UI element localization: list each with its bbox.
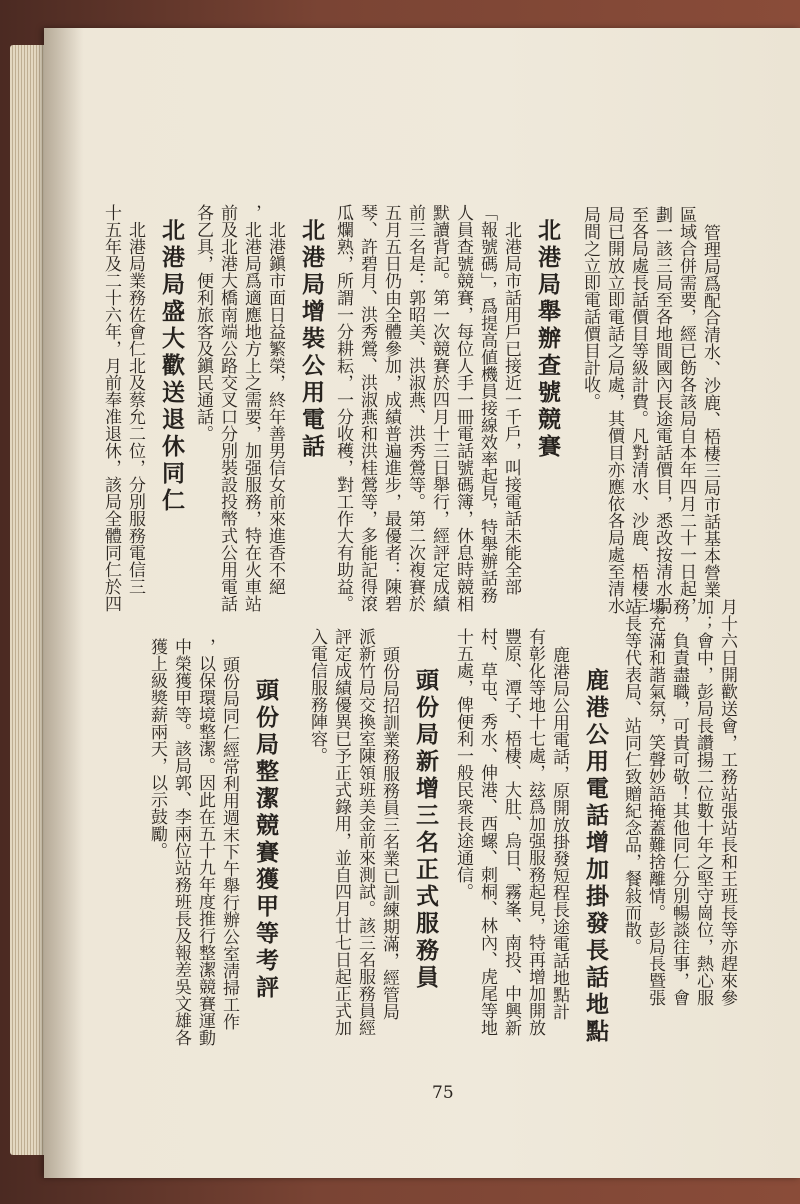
gutter-shadow: [44, 28, 84, 1178]
text-column: 北港局業務佐會仁北及蔡允二位，分別服務電信三: [125, 221, 145, 595]
text-column: 管理局爲配合清水、沙鹿、梧棲三局市話基本營業: [700, 224, 720, 598]
text-column: 琴、許碧月、洪秀鶯、洪淑燕和洪桂鶯等，多能記得滾: [357, 204, 377, 612]
text-column: 村、草屯、秀水、伸港、西螺、刺桐、林內、虎尾等地: [477, 628, 497, 1036]
text-column: 中榮獲甲等。該局郭、李兩位站務班長及報差吳文雄各: [171, 638, 191, 1046]
text-column: 有彰化等地十七處，玆爲加强服務起見，特再增加開放: [525, 628, 545, 1036]
text-column: 區域合併需要，經已飭各該局自本年四月二十一日起，: [676, 206, 696, 614]
text-column: 至各局處長話價目等級計費。凡對清水、沙鹿、梧棲三: [628, 206, 648, 614]
text-column: ，以保環境整潔。因此在五十九年度推行整潔競賽運動: [195, 638, 215, 1046]
text-column: 鹿港局公用電話，原開放掛發短程長途電話地點計: [549, 646, 569, 1020]
text-column: 評定成績優異已予正式錄用，並自四月廿七日起正式加: [331, 628, 351, 1036]
text-column: 人員查號競賽，每位人手一冊電話號碼簿，休息時競相: [453, 204, 473, 612]
page-edges: [10, 45, 48, 1155]
text-column: 月十六日開歡送會，工務站張站長和王班長等亦趕來參: [717, 598, 737, 1006]
text-column: ，北港局爲適應地方上之需要，加强服務，特在火車站: [241, 204, 261, 612]
text-column: 默讀背記。第一次競賽於四月十三日舉行，經評定成績: [429, 204, 449, 612]
text-column: 瓜爛熟，所謂一分耕耘，一分收穫，對工作大有助益。: [333, 204, 353, 612]
text-column: 北港局市話用戶已接近一千戶，叫接電話未能全部: [501, 221, 521, 595]
text-column: 站長等代表局、站同仁致贈紀念品，餐敍而散。: [621, 598, 641, 955]
text-column: 局間之立即電話價目計收。: [580, 206, 600, 410]
article-heading: 北港局增裝公用電話: [298, 218, 325, 461]
article-heading: 頭份局新增三名正式服務員: [412, 668, 439, 992]
text-column: 各乙具，便利旅客及鎭民通話。: [193, 204, 213, 442]
text-column: 加；會中，彭局長讚揚二位數十年之堅守崗位，熱心服: [693, 598, 713, 1006]
text-column: 前三名是：郭昭美、洪淑燕、洪秀鶯等。第二次複賽於: [405, 204, 425, 612]
text-column: 劃一該三局至各地間國內長途電話價目，悉改按清水局: [652, 206, 672, 614]
text-column: 入電信服務陣容。: [307, 628, 327, 764]
text-column: 十五處，俾便利一般民衆長途通信。: [453, 628, 473, 900]
text-column: 頭份局招訓業務服務員三名業已訓練期滿，經管局: [379, 646, 399, 1020]
page-number: 75: [432, 1083, 454, 1103]
text-column: 場充滿和諧氣氛，笑聲妙語掩蓋難捨離情。彭局長暨張: [645, 598, 665, 1006]
text-column: 務，負責盡職，可貴可敬！其他同仁分別暢談往事，會: [669, 598, 689, 1006]
article-heading: 北港局盛大歡送退休同仁: [158, 218, 185, 515]
article-heading: 頭份局整潔競賽獲甲等考評: [252, 678, 279, 1002]
text-column: 局已開放立即電話之局處，其價目亦應依各局處至清水: [604, 206, 624, 614]
article-heading: 鹿港公用電話增加掛發長話地點: [582, 668, 609, 1046]
text-column: 五月五日仍由全體參加，成績普遍進步，最優者：陳碧: [381, 204, 401, 612]
text-column: 前及北港大橋南端公路交叉口分別裝設投幣式公用電話: [217, 204, 237, 612]
text-column: 獲上級獎薪兩天，以示鼓勵。: [147, 638, 167, 859]
text-column: 「報號碼」，爲提高値機員接線效率起見，特舉辦話務: [477, 204, 497, 604]
text-column: 頭份局同仁經常利用週末下午舉行辦公室淸掃工作: [219, 656, 239, 1030]
text-column: 北港鎭市面日益繁榮，終年善男信女前來進香不絕: [265, 221, 285, 595]
text-column: 十五年及二十六年，月前奉准退休，該局全體同仁於四: [101, 204, 121, 612]
text-column: 派新竹局交換室陳領班美金前來測試。該三名服務員經: [355, 628, 375, 1036]
text-column: 豐原、潭子、梧棲、大肚、烏日、霧峯、南投、中興新: [501, 628, 521, 1036]
book-page: [44, 28, 800, 1178]
article-heading: 北港局舉辦查號競賽: [534, 218, 561, 461]
